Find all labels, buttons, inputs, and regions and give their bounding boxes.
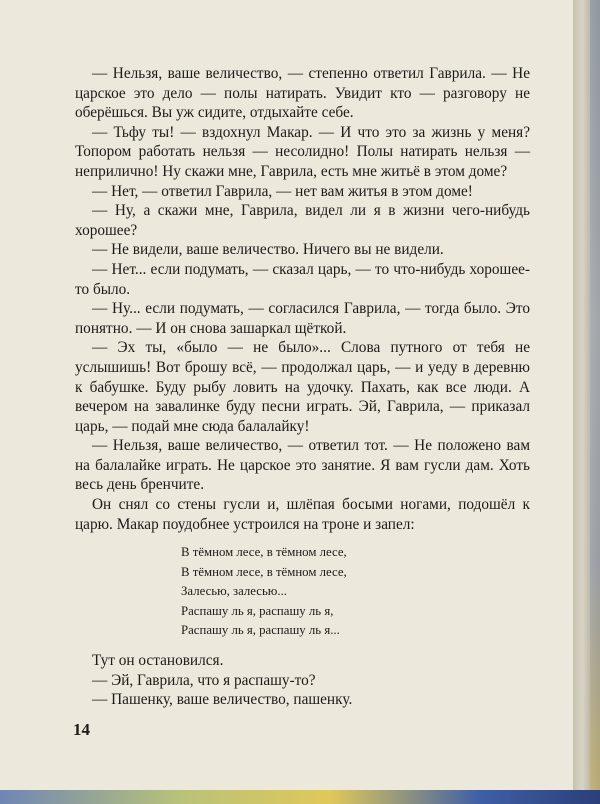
- paragraph: — Нельзя, ваше величество, — ответил тот. — Не положено вам на балалайке играть. Не царское это занятие. Я вам гусли дам. Хоть весь день бренчите.: [75, 437, 530, 494]
- paragraph: — Нет, — ответил Гаврила, — нет вам житья в этом доме!: [92, 182, 473, 200]
- closing-text: [75, 651, 530, 710]
- verse-line: Залесью, залесью...: [181, 584, 287, 599]
- paragraph: — Ну, а скажи мне, Гаврила, видел ли я в жизни чего-нибудь хорошее?: [75, 202, 530, 239]
- verse-line: Распашу ль я, распашу ль я...: [181, 623, 340, 638]
- paragraph: Тут он остановился.: [92, 652, 224, 669]
- song-verse: [181, 543, 347, 641]
- page-number: 14: [73, 720, 90, 739]
- paragraph: Он снял со стены гусли и, шлёпая босыми ногами, подошёл к царю. Макар поудобнее устроился на троне и запел:: [75, 496, 530, 533]
- verse-line: В тёмном лесе, в тёмном лесе,: [181, 545, 347, 559]
- paragraph: — Эй, Гаврила, что я распашу-то?: [92, 671, 316, 689]
- verse-line: Распашу ль я, распашу ль я,: [181, 603, 334, 618]
- paragraph: — Пашенку, ваше величество, пашенку.: [92, 691, 353, 709]
- cover-edge: [590, 0, 600, 804]
- paragraph: — Ну... если подумать, — согласился Гаврила, — тогда было. Это понятно. — И он снова зашаркал щёткой.: [75, 300, 530, 337]
- main-text: [75, 64, 530, 534]
- paragraph: — Эх ты, «было — не было»... Слова путного от тебя не услышишь! Вот брошу всё, — продолжал царь, — и уеду в деревню к бабушке. Буду рыбу ловить на удочку. Пахать, как все люди. А вечером на завалинке буду песни играть. Эй, Гаврила, — приказал царь, — подай мне сюда балалайку!: [75, 339, 530, 435]
- paragraph: — Тьфу ты! — вздохнул Макар. — И что это за жизнь у меня? Топором работать нельзя — несолидно! Полы натирать нельзя — неприлично! Ну скажи мне, Гаврила, есть мне житьё в этом доме?: [75, 123, 530, 180]
- paragraph: — Не видели, ваше величество. Ничего вы не видели.: [92, 241, 444, 259]
- paragraph: — Нет... если подумать, — сказал царь, — то что-нибудь хорошее-то было.: [75, 260, 530, 298]
- verse-line: В тёмном лесе, в тёмном лесе,: [181, 564, 347, 579]
- paragraph: — Нельзя, ваше величество, — степенно ответил Гаврила. — Не царское это дело — полы натирать. Увидит кто — разговору не оберёшься. Вы уж сидите, отдыхайте себе.: [75, 65, 530, 122]
- cover-bottom-edge: [0, 790, 600, 804]
